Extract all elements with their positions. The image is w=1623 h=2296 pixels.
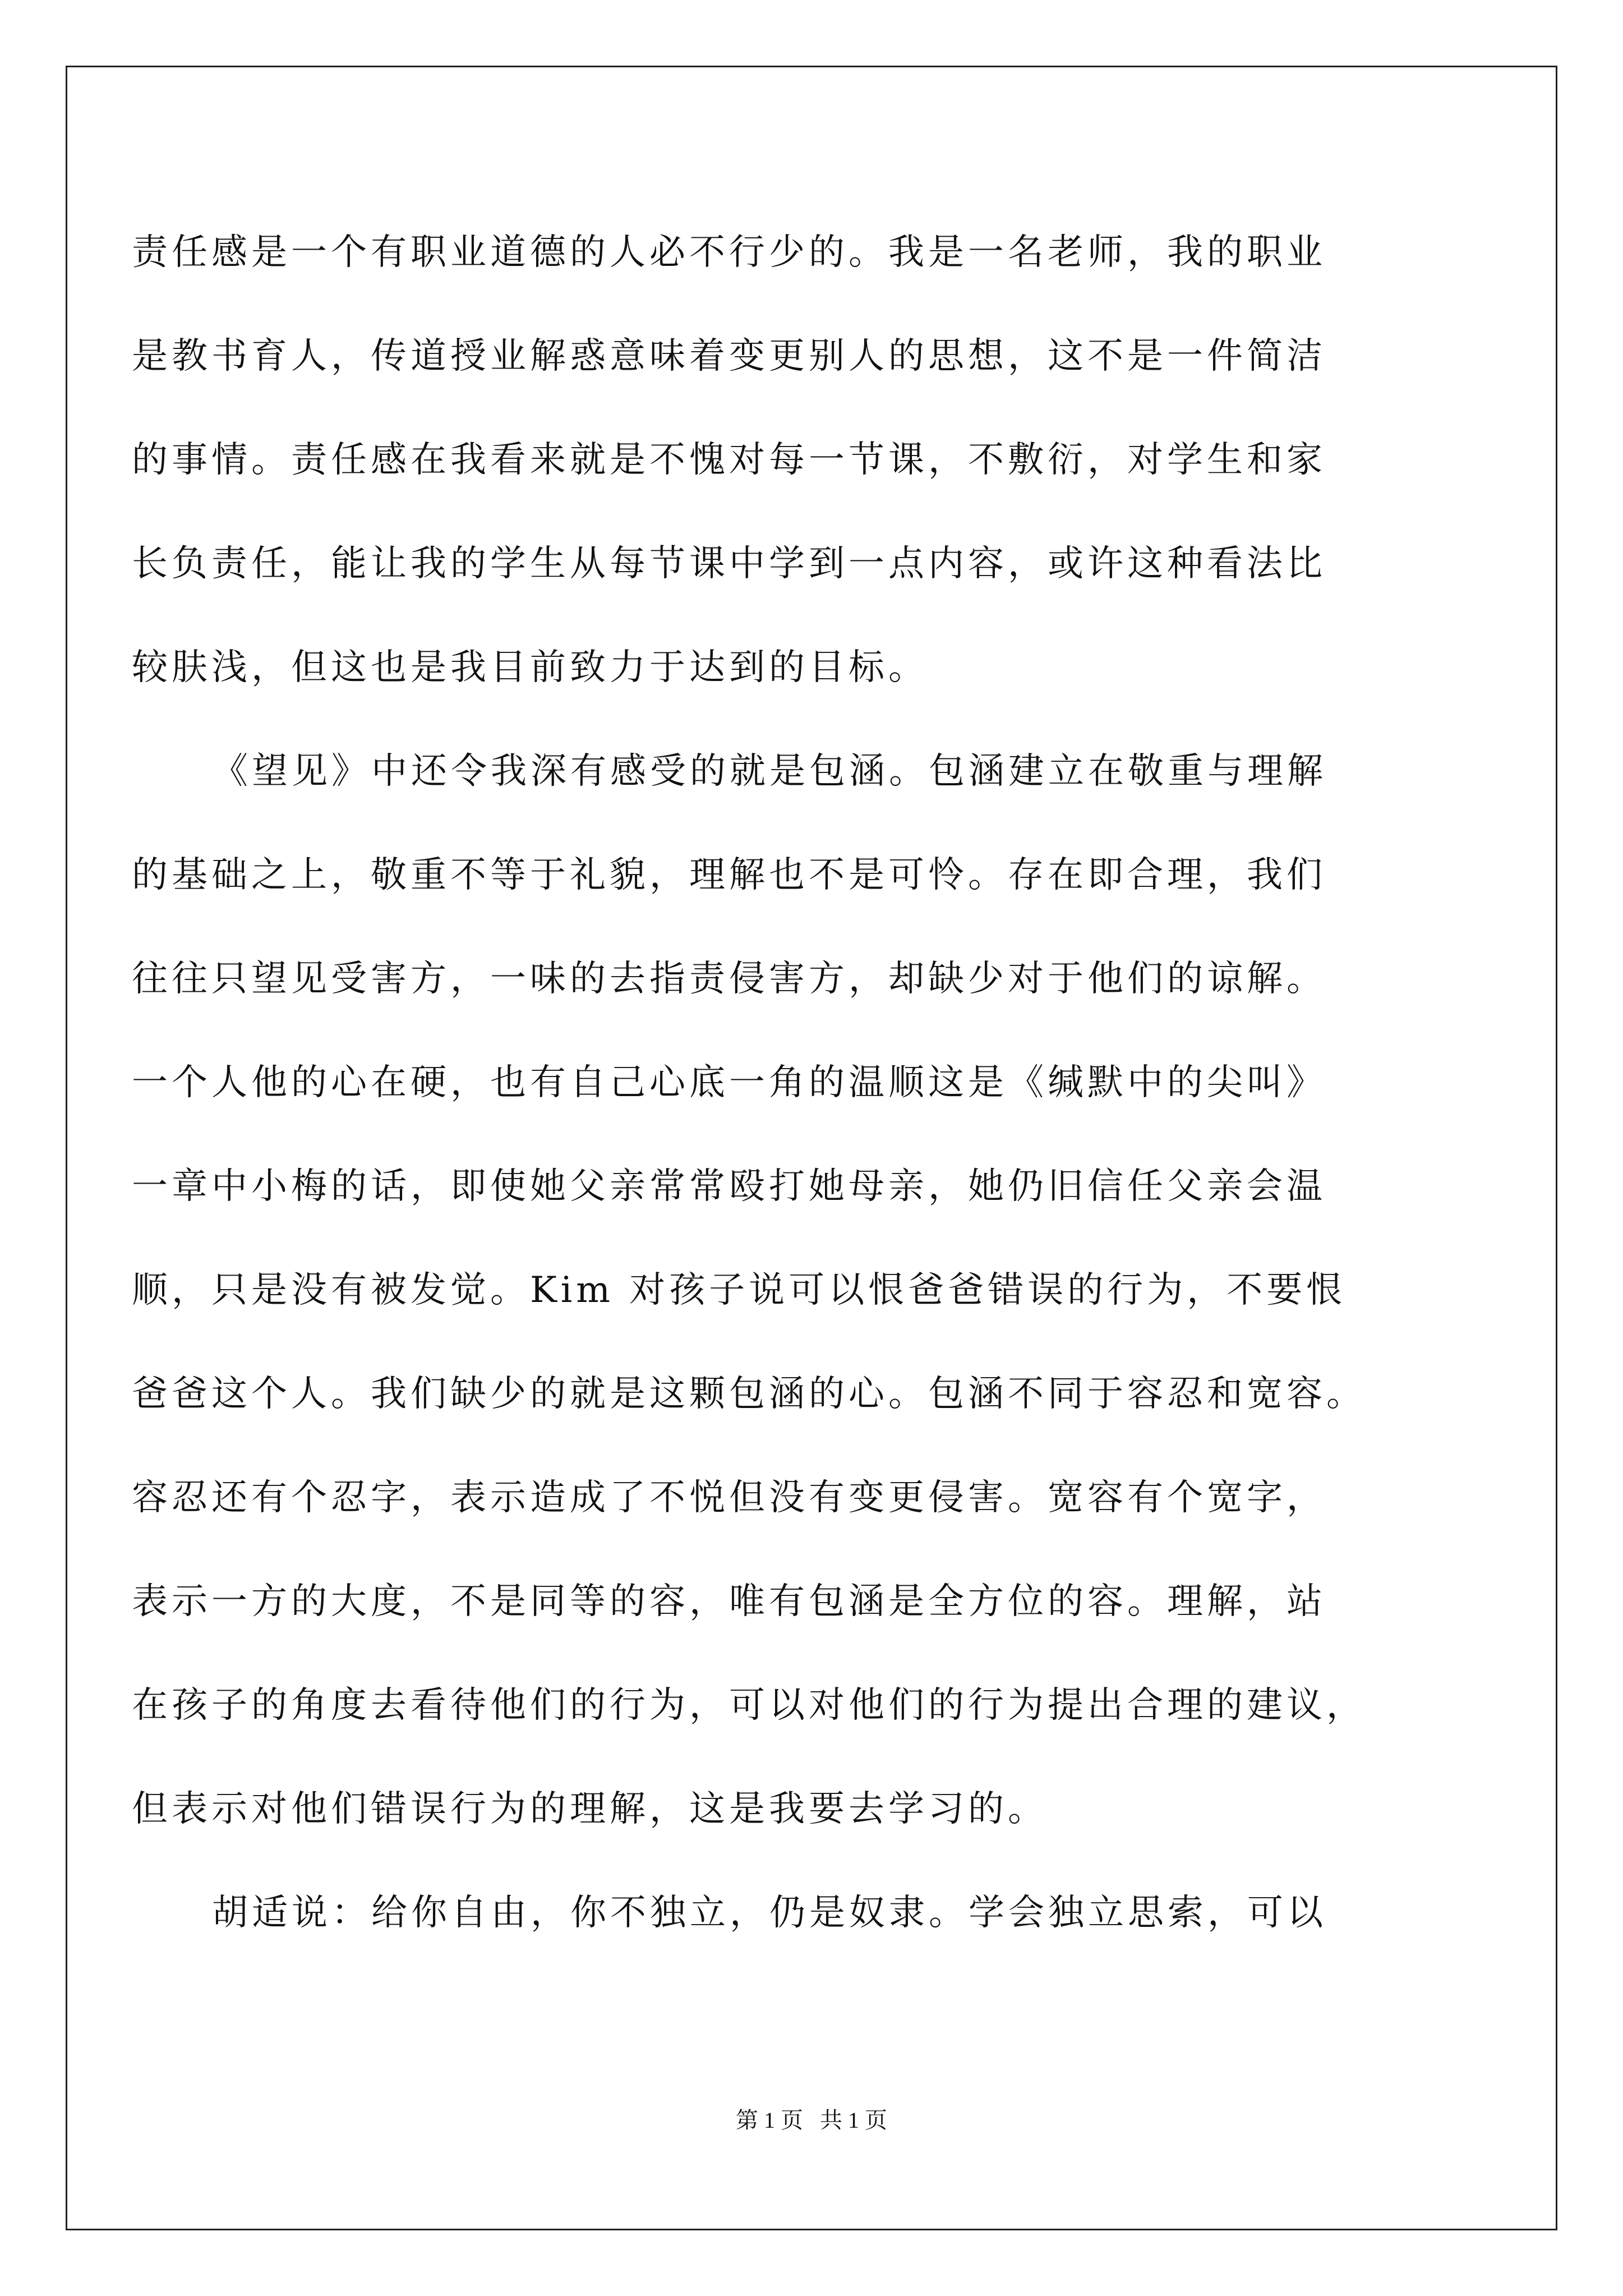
text-line: 在孩子的角度去看待他们的行为，可以对他们的行为提出合理的建议， — [132, 1685, 1366, 1726]
text-line: 容忍还有个忍字，表示造成了不悦但没有变更侵害。宽容有个宽字， — [132, 1477, 1326, 1519]
text-line: 但表示对他们错误行为的理解，这是我要去学习的。 — [132, 1788, 1048, 1830]
text-line: 长负责任，能让我的学生从每节课中学到一点内容，或许这种看法比 — [132, 543, 1326, 585]
text-line: 一个人他的心在硬，也有自己心底一角的温顺这是《缄默中的尖叫》 — [132, 1062, 1326, 1103]
page-number: 第 1 页 — [736, 2108, 803, 2133]
text-line: 往往只望见受害方，一味的去指责侵害方，却缺少对于他们的谅解。 — [132, 958, 1326, 1000]
paragraph-first-line: 《望见》中还令我深有感受的就是包涵。包涵建立在敬重与理解 — [212, 751, 1327, 792]
page-total: 共 1 页 — [820, 2108, 887, 2133]
text-line: 较肤浅，但这也是我目前致力于达到的目标。 — [132, 647, 928, 688]
text-line: 是教书育人，传道授业解惑意味着变更别人的思想，这不是一件简洁 — [132, 335, 1326, 377]
text-line: 的事情。责任感在我看来就是不愧对每一节课，不敷衍，对学生和家 — [132, 439, 1326, 481]
text-line: 责任感是一个有职业道德的人必不行少的。我是一名老师，我的职业 — [132, 232, 1326, 273]
page-footer — [0, 2104, 1623, 2137]
text-line: 一章中小梅的话，即使她父亲常常殴打她母亲，她仍旧信任父亲会温 — [132, 1166, 1326, 1207]
text-line: 的基础之上，敬重不等于礼貌，理解也不是可怜。存在即合理，我们 — [132, 854, 1326, 896]
text-line: 顺，只是没有被发觉。Kim 对孩子说可以恨爸爸错误的行为，不要恨 — [132, 1269, 1347, 1311]
text-line: 表示一方的大度，不是同等的容，唯有包涵是全方位的容。理解，站 — [132, 1581, 1326, 1622]
text-line: 爸爸这个人。我们缺少的就是这颗包涵的心。包涵不同于容忍和宽容。 — [132, 1373, 1366, 1415]
paragraph-first-line: 胡适说：给你自由，你不独立，仍是奴隶。学会独立思索，可以 — [212, 1892, 1327, 1934]
